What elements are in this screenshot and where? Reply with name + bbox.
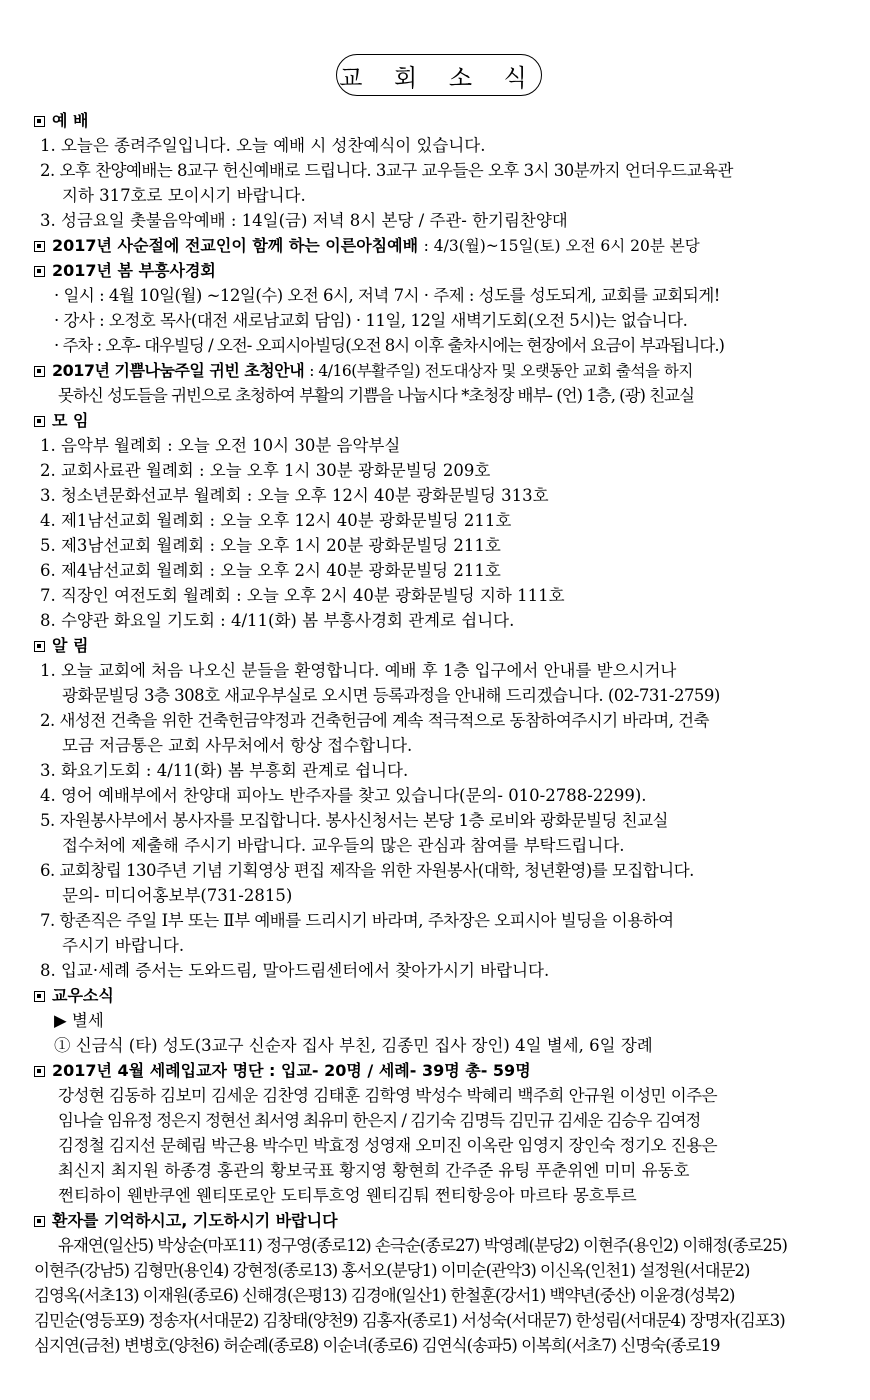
section-heading-notices: 알 림 <box>34 633 846 658</box>
square-bullet-icon <box>34 1066 45 1077</box>
notice-item: 4. 영어 예배부에서 찬양대 피아노 반주자를 찾고 있습니다(문의- 010-2788-2299). <box>40 786 647 805</box>
square-bullet-icon <box>34 416 45 427</box>
page-title: 교 회 소 식 <box>336 54 542 96</box>
patients-line: 심지연(금천) 변병호(양천6) 허순례(종로8) 이순녀(종로6) 김연식(송파5) 이복희(서초7) 신명숙(종로19 <box>34 1336 720 1355</box>
meeting-item: 3. 청소년문화선교부 월례회 : 오늘 오후 12시 40분 광화문빌딩 313호 <box>40 486 549 505</box>
section-heading-dawn-worship: 2017년 사순절에 전교인이 함께 하는 이른아침예배 : 4/3(월)~15일(토) 오전 6시 20분 본당 <box>34 233 846 258</box>
notice-item-continued: 광화문빌딩 3층 308호 새교우부실로 오시면 등록과정을 안내해 드리겠습니다. (02-731-2759) <box>62 686 720 705</box>
notice-item: 2. 새성전 건축을 위한 건축헌금약정과 건축헌금에 계속 적극적으로 동참하여주시기 바라며, 건축 <box>40 711 710 730</box>
section-heading-easter-invitation: 2017년 기쁨나눔주일 귀빈 초청안내 : 4/16(부활주일) 전도대상자 및 오랫동안 교회 출석을 하지 <box>34 358 846 383</box>
revival-line: · 일시 : 4월 10일(월) ~12일(수) 오전 6시, 저녁 7시 · 주제 : 성도를 성도되게, 교회를 교회되게! <box>54 286 720 305</box>
patients-line: 이현주(강남5) 김형만(용인4) 강현정(종로13) 홍서오(분당1) 이미순(관악3) 이신옥(인천1) 설정원(서대문2) <box>34 1261 750 1280</box>
square-bullet-icon <box>34 366 45 377</box>
notice-item: 3. 화요기도회 : 4/11(화) 봄 부흥회 관계로 쉽니다. <box>40 761 409 780</box>
notice-item-continued: 문의- 미디어홍보부(731-2815) <box>62 886 293 905</box>
revival-line: · 강사 : 오정호 목사(대전 새로남교회 담임) · 11일, 12일 새벽기도회(오전 5시)는 없습니다. <box>54 311 688 330</box>
bulletin-content <box>34 108 846 1358</box>
notice-item-continued: 모금 저금통은 교회 사무처에서 항상 접수합니다. <box>62 736 413 755</box>
section-heading-worship: 예 배 <box>34 108 846 133</box>
patients-line: 유재연(일산5) 박상순(마포11) 정구영(종로12) 손극순(종로27) 박영례(분당2) 이현주(용인2) 이해정(종로25) <box>58 1236 787 1255</box>
members-subheading: ▶ 별세 <box>54 1011 104 1030</box>
worship-item: 3. 성금요일 촛불음악예배 : 14일(금) 저녁 8시 본당 / 주관- 한기림찬양대 <box>40 211 568 230</box>
notice-item: 7. 항존직은 주일 Ⅰ부 또는 Ⅱ부 예배를 드리시기 바라며, 주차장은 오피시아 빌딩을 이용하여 <box>40 911 674 930</box>
members-line: ① 신금식 (타) 성도(3교구 신순자 집사 부친, 김종민 집사 장인) 4일 별세, 6일 장례 <box>54 1036 653 1055</box>
square-bullet-icon <box>34 241 45 252</box>
meeting-item: 2. 교회사료관 월례회 : 오늘 오후 1시 30분 광화문빌딩 209호 <box>40 461 491 480</box>
baptism-names-line: 쩐티하이 웬반쿠엔 웬티또로안 도티투흐엉 웬티김퉈 쩐티항응아 마르타 몽흐투르 <box>58 1186 637 1205</box>
worship-item: 1. 오늘은 종려주일입니다. 오늘 예배 시 성찬예식이 있습니다. <box>40 136 486 155</box>
revival-line: · 주차 : 오후- 대우빌딩 / 오전- 오피시아빌딩(오전 8시 이후 출차시에는 현장에서 요금이 부과됩니다.) <box>54 336 724 355</box>
notice-item: 6. 교회창립 130주년 기념 기획영상 편집 제작을 위한 자원봉사(대학, 청년환영)를 모집합니다. <box>40 861 694 880</box>
section-heading-baptism: 2017년 4월 세례입교자 명단 : 입교- 20명 / 세례- 39명 총- 59명 <box>34 1058 846 1083</box>
square-bullet-icon <box>34 641 45 652</box>
square-bullet-icon <box>34 1216 45 1227</box>
notice-item: 5. 자원봉사부에서 봉사자를 모집합니다. 봉사신청서는 본당 1층 로비와 광화문빌딩 친교실 <box>40 811 668 830</box>
notice-item: 1. 오늘 교회에 처음 나오신 분들을 환영합니다. 예배 후 1층 입구에서 안내를 받으시거나 <box>40 661 677 680</box>
baptism-names-line: 강성현 김동하 김보미 김세운 김찬영 김태훈 김학영 박성수 박혜리 백주희 안규원 이성민 이주은 <box>58 1086 718 1105</box>
notice-item-continued: 주시기 바랍니다. <box>62 936 185 955</box>
section-heading-patients: 환자를 기억하시고, 기도하시기 바랍니다 <box>34 1208 846 1233</box>
worship-item: 2. 오후 찬양예배는 8교구 헌신예배로 드립니다. 3교구 교우들은 오후 3시 30분까지 언더우드교육관 <box>40 161 733 180</box>
meeting-item: 8. 수양관 화요일 기도회 : 4/11(화) 봄 부흥사경회 관계로 쉽니다. <box>40 611 515 630</box>
section-heading-members: 교우소식 <box>34 983 846 1008</box>
meeting-item: 6. 제4남선교회 월례회 : 오늘 오후 2시 40분 광화문빌딩 211호 <box>40 561 501 580</box>
meeting-item: 4. 제1남선교회 월례회 : 오늘 오후 12시 40분 광화문빌딩 211호 <box>40 511 512 530</box>
square-bullet-icon <box>34 266 45 277</box>
section-heading-meetings: 모 임 <box>34 408 846 433</box>
baptism-names-line: 임나슬 임유정 정은지 정현선 최서영 최유미 한은지 / 김기숙 김명득 김민규 김세운 김승우 김여정 <box>58 1111 701 1130</box>
easter-invitation-line: 못하신 성도들을 귀빈으로 초청하여 부활의 기쁨을 나눕시다 *초청장 배부- (언) 1층, (광) 친교실 <box>58 386 695 405</box>
square-bullet-icon <box>34 991 45 1002</box>
notice-item: 8. 입교·세례 증서는 도와드림, 말아드림센터에서 찾아가시기 바랍니다. <box>40 961 550 980</box>
square-bullet-icon <box>34 116 45 127</box>
section-heading-revival: 2017년 봄 부흥사경회 <box>34 258 846 283</box>
worship-item-continued: 지하 317호로 모이시기 바랍니다. <box>62 186 306 205</box>
baptism-names-line: 김정철 김지선 문혜림 박근용 박수민 박효정 성영재 오미진 이옥란 임영지 장인숙 정기오 진용은 <box>58 1136 718 1155</box>
baptism-names-line: 최신지 최지원 하종경 홍관의 황보국표 황지영 황현희 간주준 유팅 푸춘위엔 미미 유동호 <box>58 1161 690 1180</box>
meeting-item: 1. 음악부 월례회 : 오늘 오전 10시 30분 음악부실 <box>40 436 401 455</box>
notice-item-continued: 접수처에 제출해 주시기 바랍니다. 교우들의 많은 관심과 참여를 부탁드립니다. <box>62 836 625 855</box>
patients-line: 김민순(영등포9) 정송자(서대문2) 김창태(양천9) 김홍자(종로1) 서성숙(서대문7) 한성림(서대문4) 장명자(김포3) <box>34 1311 785 1330</box>
meeting-item: 7. 직장인 여전도회 월례회 : 오늘 오후 2시 40분 광화문빌딩 지하 111호 <box>40 586 565 605</box>
patients-line: 김영옥(서초13) 이재원(종로6) 신해경(은평13) 김경애(일산1) 한철훈(강서1) 백약년(중산) 이윤경(성북2) <box>34 1286 735 1305</box>
meeting-item: 5. 제3남선교회 월례회 : 오늘 오후 1시 20분 광화문빌딩 211호 <box>40 536 501 555</box>
